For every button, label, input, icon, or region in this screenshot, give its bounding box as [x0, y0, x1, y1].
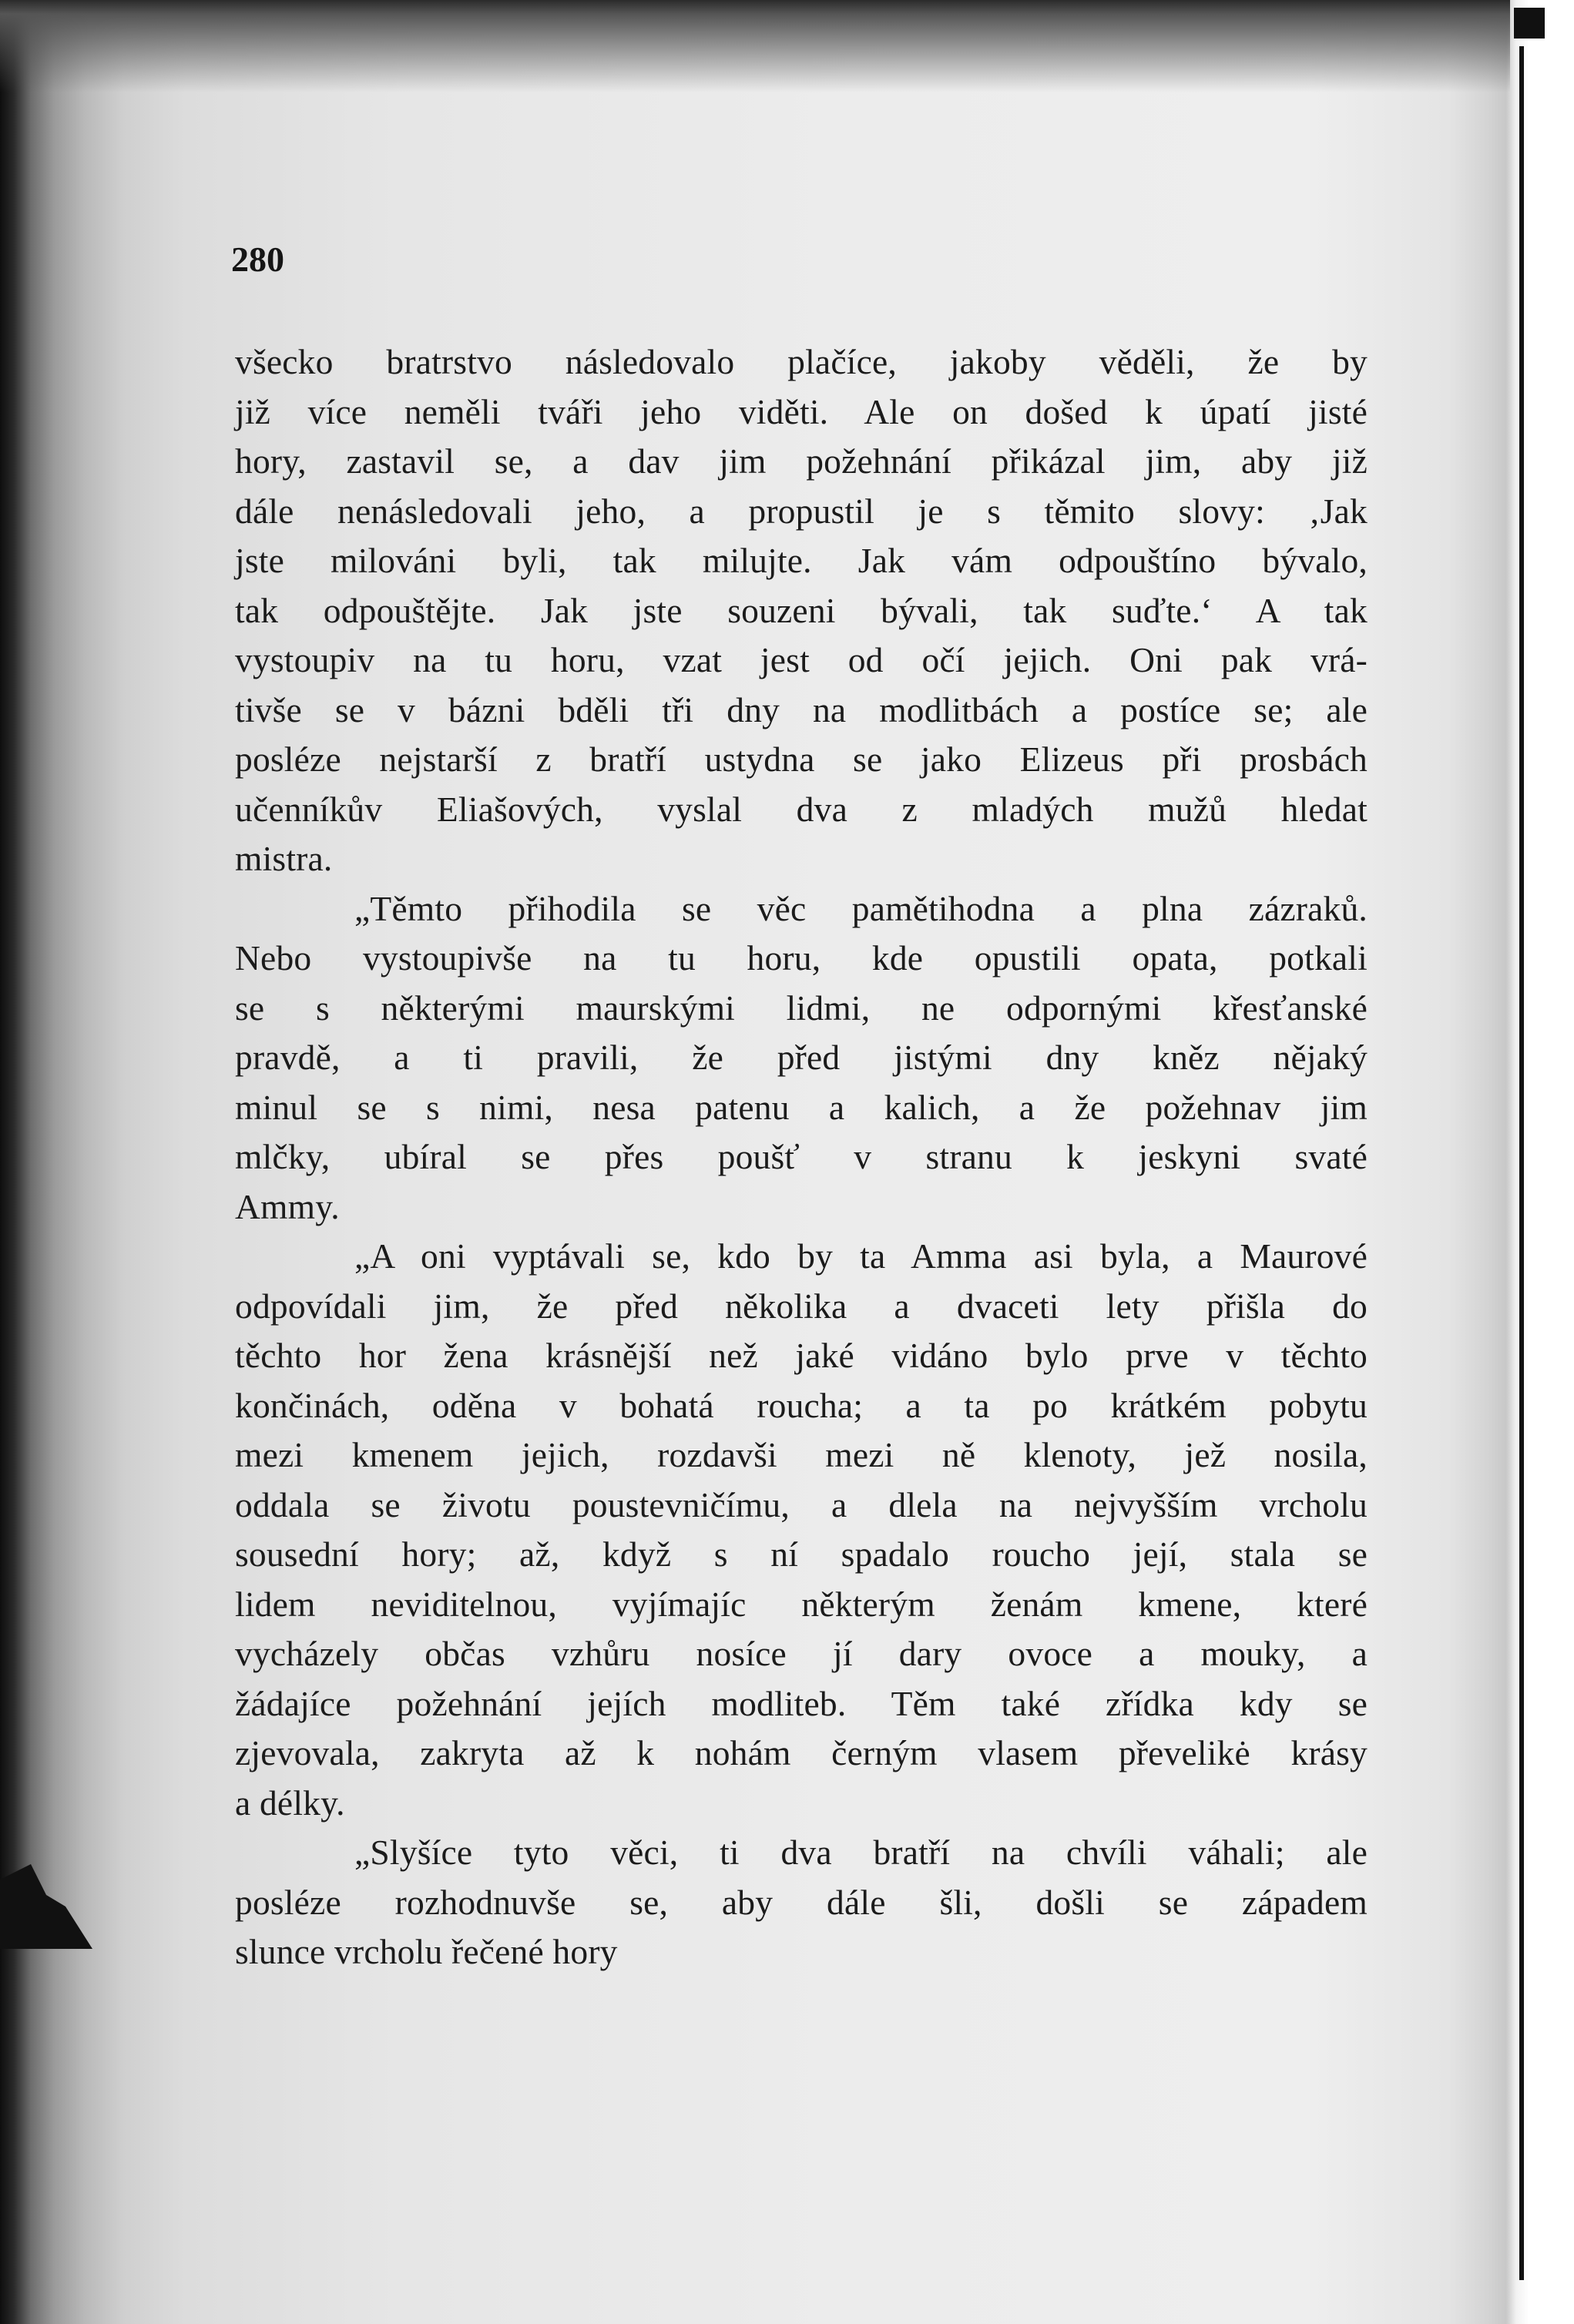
page-text: [235, 337, 1368, 1977]
paragraph: [235, 884, 1368, 1232]
text-line: vystoupiv na tu horu, vzat jest od očí jejich. Oni pak vrá-: [235, 640, 1368, 679]
text-line: jste milováni byli, tak milujte. Jak vám odpouštíno bývalo,: [235, 541, 1368, 580]
text-line: pravdě, a ti pravili, že před jistými dny kněz nějaký: [235, 1038, 1368, 1077]
text-line: posléze rozhodnuvše se, aby dále šli, došli se západem: [235, 1882, 1368, 1922]
text-line: lidem neviditelnou, vyjímajíc některým ženám kmene, které: [235, 1584, 1368, 1624]
text-line: žádajíce požehnání jejích modliteb. Těm také zřídka kdy se: [235, 1683, 1368, 1723]
paragraph: [235, 1828, 1368, 1977]
text-line: tivše se v bázni bděli tři dny na modlitbách a postíce se; ale: [235, 689, 1368, 729]
text-line: „Těmto přihodila se věc pamětihodna a plna zázraků.: [354, 888, 1368, 928]
text-line: tak odpouštějte. Jak jste souzeni bývali, tak suďte.‘ A tak: [235, 590, 1368, 630]
text-line: posléze nejstarší z bratří ustydna se jako Elizeus při prosbách: [235, 739, 1368, 779]
text-line: Ammy.: [235, 1186, 340, 1226]
text-line: vycházely občas vzhůru nosíce jí dary ovoce a mouky, a: [235, 1634, 1368, 1673]
page-number: 280: [231, 240, 284, 279]
scan-right-edge: [1519, 46, 1524, 2280]
text-line: a délky.: [235, 1782, 345, 1823]
text-line: odpovídali jim, že před několika a dvaceti lety přišla do: [235, 1286, 1368, 1326]
text-line: Nebo vystoupivše na tu horu, kde opustili opata, potkali: [235, 938, 1368, 978]
paragraph: [235, 337, 1368, 884]
text-line: učenníkův Eliašových, vyslal dva z mladých mužů hledat: [235, 789, 1368, 829]
text-line: minul se s nimi, nesa patenu a kalich, a že požehnav jim: [235, 1087, 1368, 1127]
text-line: se s některými maurskými lidmi, ne odpornými křesťanské: [235, 988, 1368, 1028]
text-line: sousední hory; až, když s ní spadalo roucho její, stala se: [235, 1534, 1368, 1574]
text-line: mezi kmenem jejich, rozdavši mezi ně klenoty, jež nosila,: [235, 1435, 1368, 1474]
text-line: zjevovala, zakryta až k nohám černým vlasem převelikė krásy: [235, 1733, 1368, 1772]
text-line: oddala se životu poustevničímu, a dlela na nejvyšším vrcholu: [235, 1484, 1368, 1524]
text-line: mistra.: [235, 839, 333, 878]
text-line: „Slyšíce tyto věci, ti dva bratří na chvíli váhali; ale: [354, 1833, 1368, 1872]
text-line: hory, zastavil se, a dav jim požehnání přikázal jim, aby již: [235, 441, 1368, 481]
text-line: mlčky, ubíral se přes poušť v stranu k jeskyni svaté: [235, 1137, 1368, 1176]
paragraph: [235, 1232, 1368, 1828]
scan-top-shadow: [0, 0, 1510, 92]
text-line: končinách, oděna v bohatá roucha; a ta po krátkém pobytu: [235, 1385, 1368, 1425]
text-line: dále nenásledovali jeho, a propustil je s těmito slovy: ‚Jak: [235, 491, 1368, 531]
text-line: slunce vrcholu řečené hory: [235, 1932, 618, 1971]
text-line: „A oni vyptávali se, kdo by ta Amma asi byla, a Maurové: [354, 1236, 1368, 1276]
text-line: již více neměli tváři jeho viděti. Ale on došed k úpatí jisté: [235, 391, 1368, 431]
scan-corner-mark: [1514, 8, 1545, 39]
text-line: těchto hor žena krásnější než jaké vidáno bylo prve v těchto: [235, 1336, 1368, 1375]
text-line: všecko bratrstvo následovalo plačíce, jakoby věděli, že by: [235, 342, 1368, 381]
page-edge-mark: [0, 1864, 100, 1949]
